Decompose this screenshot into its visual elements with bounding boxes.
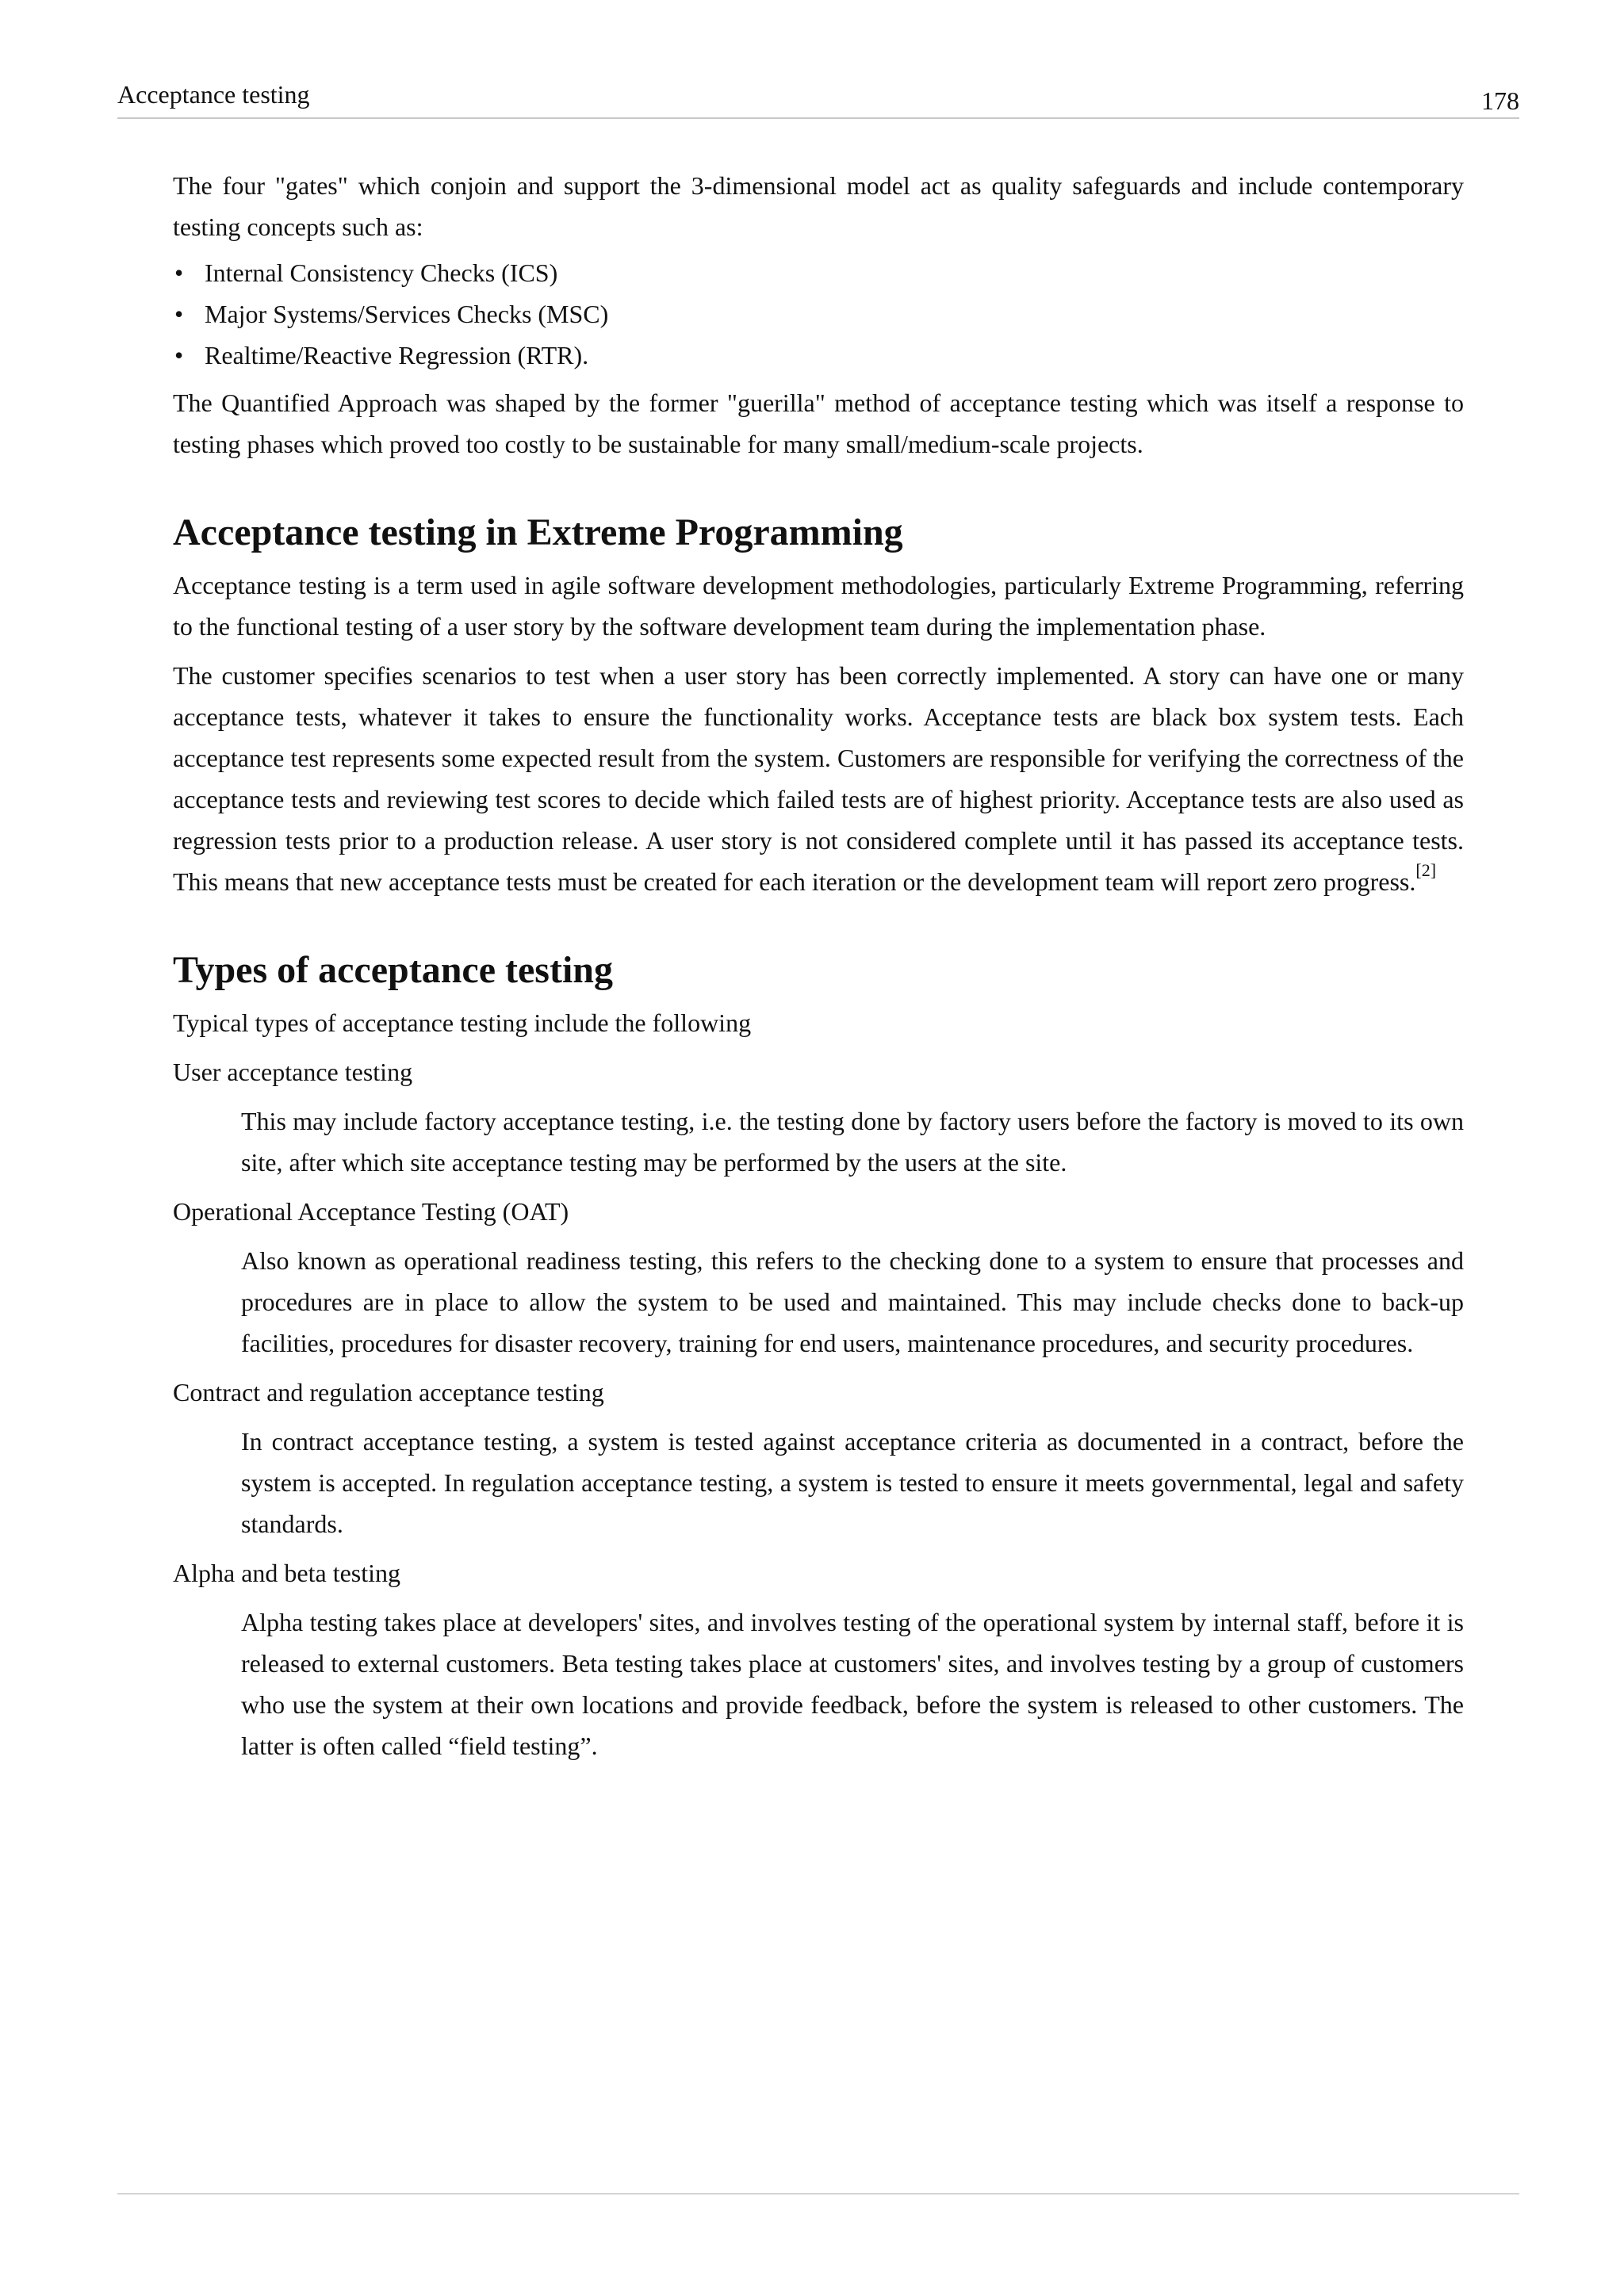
intro-paragraph: The four "gates" which conjoin and support the 3-dimensional model act as quality safeguards and include contemporary testing concepts such as: bbox=[173, 171, 1464, 241]
definition-term: User acceptance testing bbox=[173, 1058, 413, 1086]
citation-link[interactable]: [2] bbox=[1415, 860, 1437, 880]
list-item-text: Internal Consistency Checks (ICS) bbox=[205, 258, 558, 287]
section-heading-types: Types of acceptance testing bbox=[173, 949, 613, 991]
footer-divider bbox=[117, 2193, 1519, 2195]
page-number: 178 bbox=[1481, 86, 1519, 115]
concept-list bbox=[173, 252, 1464, 376]
bullet-icon: • bbox=[174, 341, 184, 369]
section-heading-xp: Acceptance testing in Extreme Programming bbox=[173, 511, 903, 553]
bullet-icon: • bbox=[174, 258, 184, 287]
xp-paragraph-2 bbox=[173, 655, 1464, 902]
definition-term: Operational Acceptance Testing (OAT) bbox=[173, 1197, 569, 1226]
list-item bbox=[173, 335, 1464, 376]
definition-text: This may include factory acceptance testing, i.e. the testing done by factory users before the factory is moved to its own site, after which site acceptance testing may be performed by the users at the site. bbox=[241, 1107, 1464, 1177]
page-content bbox=[173, 165, 1464, 1766]
definition-text: Alpha testing takes place at developers' sites, and involves testing of the operational system by internal staff, before it is released to external customers. Beta testing takes place at customers' sites, and involves testing by a group of customers who use the system at their own locations and provide feedback, before the system is released to other customers. The latter is often called “field testing”. bbox=[241, 1608, 1464, 1760]
bullet-icon: • bbox=[174, 300, 184, 328]
list-item-text: Realtime/Reactive Regression (RTR). bbox=[205, 341, 589, 369]
definition-term: Alpha and beta testing bbox=[173, 1559, 401, 1587]
definition-text: In contract acceptance testing, a system is tested against acceptance criteria as documented in a contract, before the system is accepted. In regulation acceptance testing, a system is tested to ensure it meets governmental, legal and safety standards. bbox=[241, 1427, 1464, 1538]
quantified-approach-paragraph: The Quantified Approach was shaped by the former "guerilla" method of acceptance testing which was itself a response to testing phases which proved too costly to be sustainable for many small/medium-scale projects. bbox=[173, 388, 1464, 458]
running-title: Acceptance testing bbox=[117, 80, 310, 109]
xp-paragraph-1: Acceptance testing is a term used in agile software development methodologies, particularly Extreme Programming, referring to the functional testing of a user story by the software development team during the implementation phase. bbox=[173, 571, 1464, 641]
list-item-text: Major Systems/Services Checks (MSC) bbox=[205, 300, 609, 328]
xp-paragraph-2-text: The customer specifies scenarios to test when a user story has been correctly implemented. A story can have one or many acceptance tests, whatever it takes to ensure the functionality works. Acceptance tests are black box system tests. Each acceptance test represents some expected result from the system. Customers are responsible for verifying the correctness of the acceptance tests and reviewing test scores to decide which failed tests are of highest priority. Acceptance tests are also used as regression tests prior to a production release. A user story is not considered complete until it has passed its acceptance tests. This means that new acceptance tests must be created for each iteration or the development team will report zero progress. bbox=[173, 661, 1464, 896]
types-intro: Typical types of acceptance testing include the following bbox=[173, 1008, 752, 1037]
list-item bbox=[173, 293, 1464, 335]
definition-term: Contract and regulation acceptance testing bbox=[173, 1378, 604, 1406]
definition-text: Also known as operational readiness testing, this refers to the checking done to a system to ensure that processes and procedures are in place to allow the system to be used and maintained. This may include checks done to back-up facilities, procedures for disaster recovery, training for end users, maintenance procedures, and security procedures. bbox=[241, 1246, 1464, 1357]
list-item bbox=[173, 252, 1464, 293]
running-header bbox=[117, 75, 1519, 119]
